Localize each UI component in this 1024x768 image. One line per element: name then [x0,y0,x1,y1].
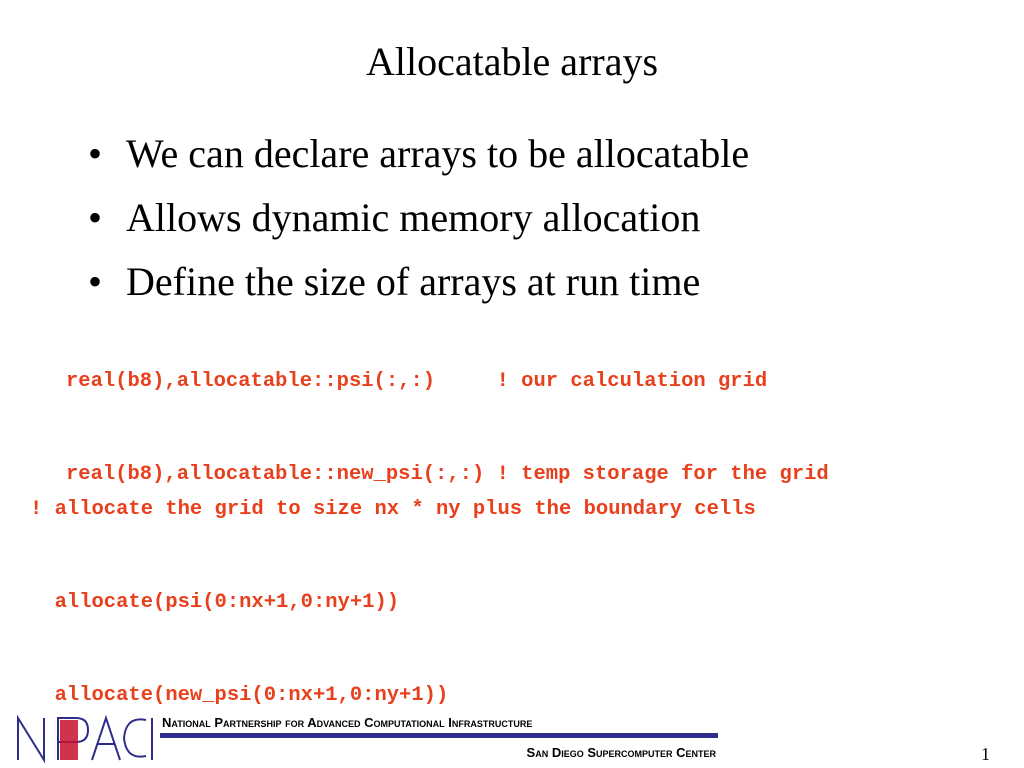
code-line: allocate(psi(0:nx+1,0:ny+1)) [30,591,400,614]
bullet-list [88,122,749,314]
bullet-item [88,122,749,186]
bullet-text: Define the size of arrays at run time [126,259,701,304]
bullet-glyph: • [88,195,103,240]
bullet-glyph: • [88,131,103,176]
footer-center-name: San Diego Supercomputer Center [526,745,716,760]
code-block-allocate [30,432,756,742]
code-line: real(b8),allocatable::psi(:,:) ! our calculation grid [66,370,768,393]
bullet-text: Allows dynamic memory allocation [126,195,701,240]
page-number: 1 [981,744,990,764]
npaci-logo-icon [14,712,158,764]
code-line: real(b8),allocatable::new_psi(:,:) ! temp storage for the grid [66,463,829,486]
footer-org-name: National Partnership for Advanced Computational Infrastructure [162,715,533,730]
code-line: ! allocate the grid to size nx * ny plus the boundary cells [30,498,756,521]
slide-title: Allocatable arrays [365,39,659,84]
bullet-glyph: • [88,259,103,304]
footer-divider [160,733,718,738]
code-line: allocate(new_psi(0:nx+1,0:ny+1)) [30,684,449,707]
bullet-text: We can declare arrays to be allocatable [126,131,750,176]
bullet-item [88,186,749,250]
